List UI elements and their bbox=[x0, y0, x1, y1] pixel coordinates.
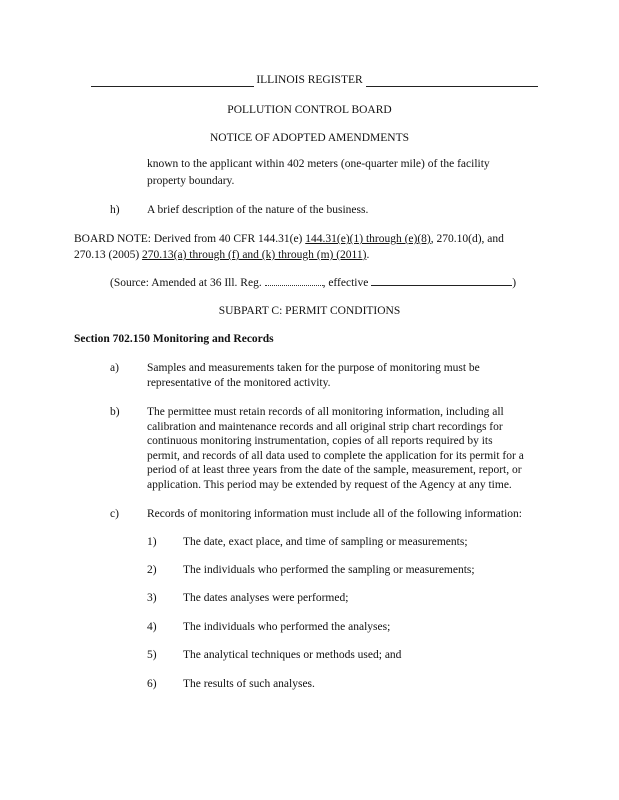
para-b-line-5: period of at least three years from the date of the sample, measurement, report, or bbox=[147, 464, 522, 476]
board-note-line-1 bbox=[74, 232, 504, 246]
board-note-mid: , 270.10(d), and bbox=[430, 233, 504, 245]
para-b-line-3: continuous monitoring instrumentation, copies of all reports required by its bbox=[147, 435, 493, 447]
para-a-label: a) bbox=[110, 362, 119, 374]
board-note-insert-2: 270.13(a) through (f) and (k) through (m) (2011) bbox=[142, 249, 367, 261]
list-item-3-text: The dates analyses were performed; bbox=[183, 592, 349, 604]
list-item-4-text: The individuals who performed the analyses; bbox=[183, 621, 391, 633]
source-reg-blank bbox=[265, 285, 323, 286]
list-item-6-num: 6) bbox=[147, 678, 157, 690]
list-item-3-num: 3) bbox=[147, 592, 157, 604]
section-heading: Section 702.150 Monitoring and Records bbox=[74, 333, 274, 345]
para-a-line-1: Samples and measurements taken for the purpose of monitoring must be bbox=[147, 362, 480, 374]
intro-line-2: property boundary. bbox=[147, 175, 235, 187]
item-h-label: h) bbox=[110, 204, 120, 216]
source-effective-blank bbox=[371, 285, 512, 286]
source-line bbox=[110, 276, 516, 290]
source-close: ) bbox=[512, 277, 517, 289]
source-text: (Source: Amended at 36 Ill. Reg. bbox=[110, 277, 265, 289]
board-note-line-2 bbox=[74, 248, 369, 262]
para-b-line-1: The permittee must retain records of all monitoring information, including all bbox=[147, 406, 504, 418]
list-item-1-num: 1) bbox=[147, 536, 157, 548]
list-item-4-num: 4) bbox=[147, 621, 157, 633]
list-item-2-num: 2) bbox=[147, 564, 157, 576]
para-b-line-2: calibration and maintenance records and all original strip chart recordings for bbox=[147, 421, 503, 433]
board-note-line2-suffix: . bbox=[366, 249, 370, 261]
source-effective: , effective bbox=[322, 277, 372, 289]
board-note-line2-prefix: 270.13 (2005) bbox=[74, 249, 143, 261]
board-note-insert-1: 144.31(e)(1) through (e)(8) bbox=[305, 233, 431, 245]
list-item-5-num: 5) bbox=[147, 649, 157, 661]
register-title: ILLINOIS REGISTER bbox=[256, 74, 363, 86]
list-item-1-text: The date, exact place, and time of sampling or measurements; bbox=[183, 536, 468, 548]
para-b-label: b) bbox=[110, 406, 120, 418]
para-c-label: c) bbox=[110, 508, 119, 520]
subpart-heading: SUBPART C: PERMIT CONDITIONS bbox=[218, 305, 401, 317]
list-item-5-text: The analytical techniques or methods used; and bbox=[183, 649, 402, 661]
intro-line-1: known to the applicant within 402 meters (one-quarter mile) of the facility bbox=[147, 158, 490, 170]
para-a-line-2: representative of the monitored activity. bbox=[147, 377, 331, 389]
board-title: POLLUTION CONTROL BOARD bbox=[227, 104, 392, 116]
board-note-prefix: BOARD NOTE: Derived from 40 CFR 144.31(e) bbox=[74, 233, 306, 245]
list-item-2-text: The individuals who performed the sampling or measurements; bbox=[183, 564, 475, 576]
list-item-6-text: The results of such analyses. bbox=[183, 678, 315, 690]
para-b-line-4: permit, and records of all data used to complete the application for its permit for a bbox=[147, 450, 524, 462]
item-h-text: A brief description of the nature of the business. bbox=[147, 204, 369, 216]
para-b-line-6: application. This period may be extended by request of the Agency at any time. bbox=[147, 479, 512, 491]
notice-title: NOTICE OF ADOPTED AMENDMENTS bbox=[209, 132, 410, 144]
para-c-text: Records of monitoring information must include all of the following information: bbox=[147, 508, 522, 520]
